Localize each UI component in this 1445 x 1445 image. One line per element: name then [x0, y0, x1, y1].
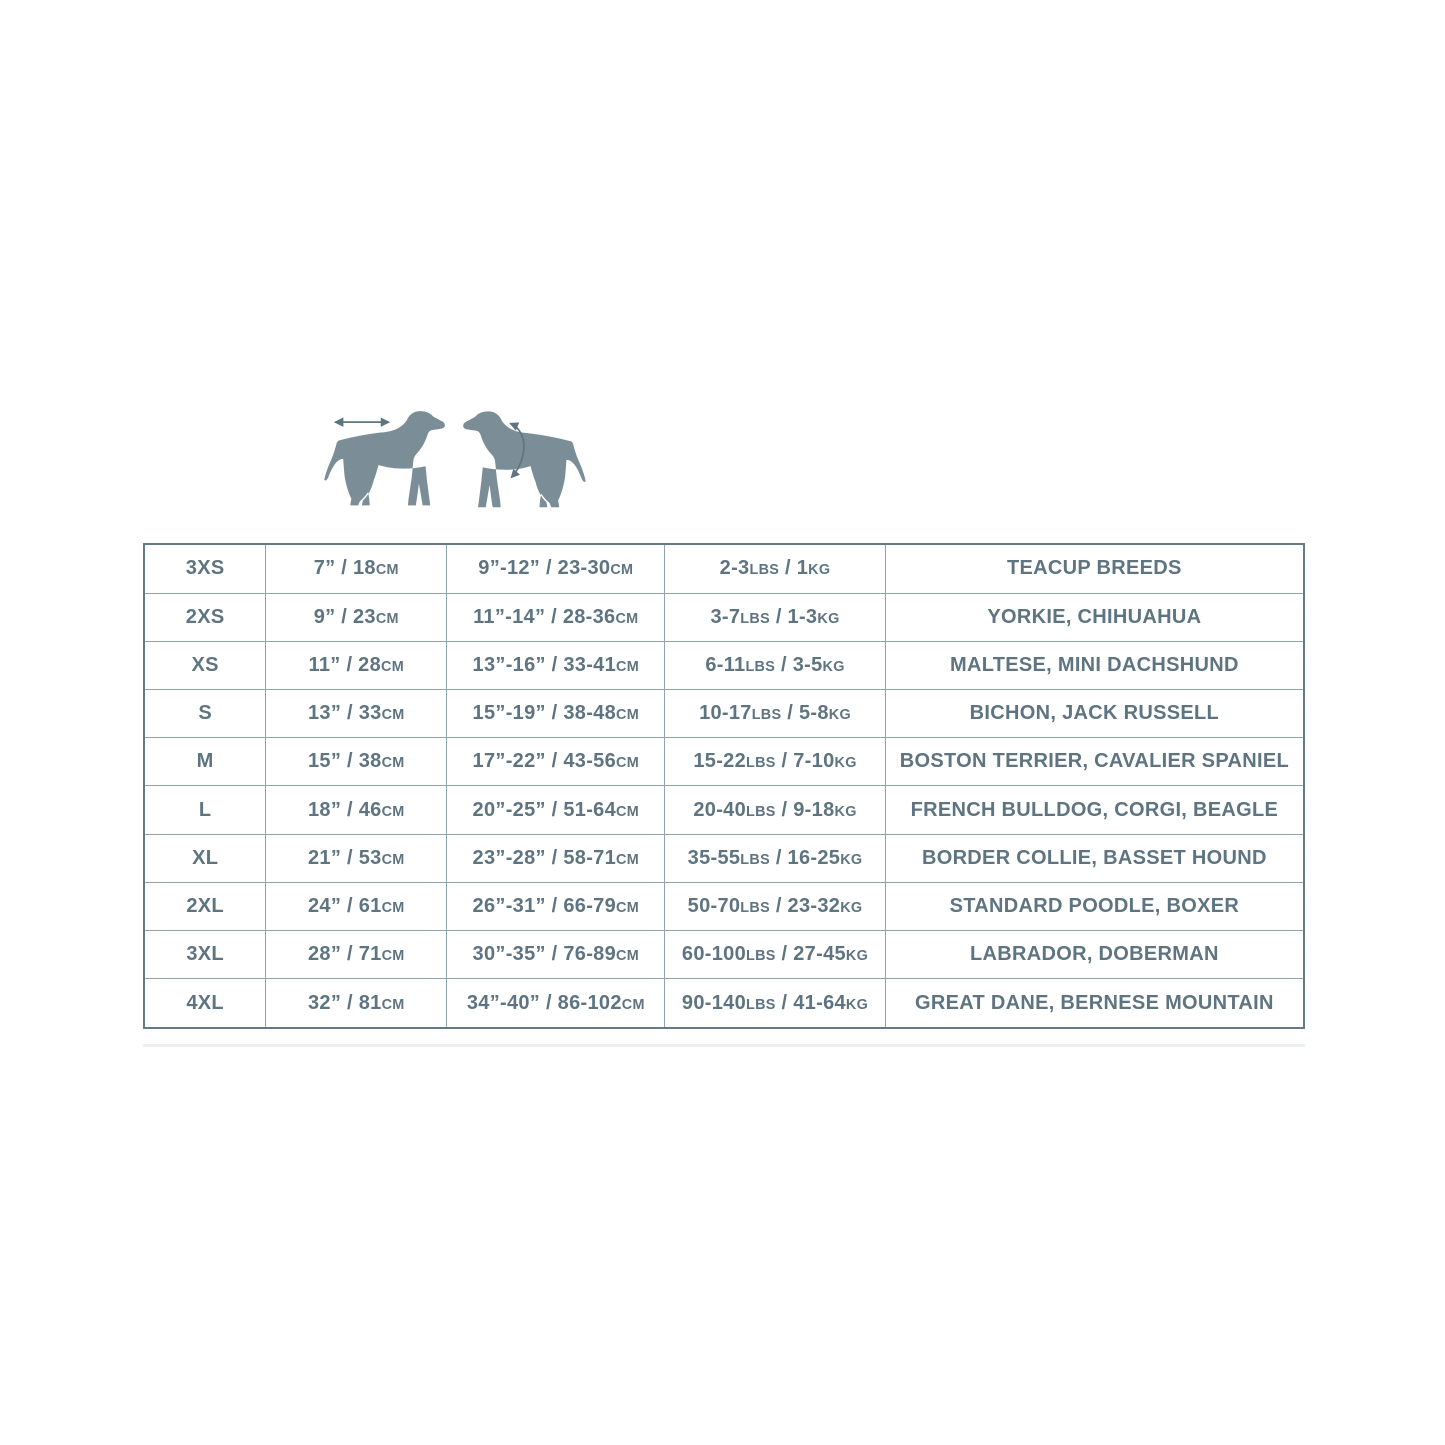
dog-body — [463, 411, 586, 507]
table-row — [144, 738, 1304, 786]
size-cell: 2XL — [144, 882, 266, 930]
back-length-cell: 15” / 38CM — [266, 738, 447, 786]
breeds-cell: STANDARD POODLE, BOXER — [885, 882, 1304, 930]
table-row — [144, 786, 1304, 834]
size-cell: L — [144, 786, 266, 834]
dog-silhouette-back-length-icon — [322, 404, 446, 509]
dog-silhouette-chest-girth-icon — [462, 404, 588, 511]
chest-girth-cell: 17”-22” / 43-56CM — [447, 738, 665, 786]
chest-girth-cell: 30”-35” / 76-89CM — [447, 931, 665, 979]
breeds-cell: MALTESE, MINI DACHSHUND — [885, 641, 1304, 689]
table-row — [144, 690, 1304, 738]
weight-cell: 3-7LBS / 1-3KG — [665, 593, 885, 641]
table-row — [144, 544, 1304, 593]
breeds-cell: BICHON, JACK RUSSELL — [885, 690, 1304, 738]
weight-cell: 50-70LBS / 23-32KG — [665, 882, 885, 930]
chest-girth-cell: 23”-28” / 58-71CM — [447, 834, 665, 882]
breeds-cell: FRENCH BULLDOG, CORGI, BEAGLE — [885, 786, 1304, 834]
breeds-cell: GREAT DANE, BERNESE MOUNTAIN — [885, 979, 1304, 1028]
size-cell: XS — [144, 641, 266, 689]
weight-cell: 90-140LBS / 41-64KG — [665, 979, 885, 1028]
breeds-cell: BORDER COLLIE, BASSET HOUND — [885, 834, 1304, 882]
size-cell: 3XS — [144, 544, 266, 593]
chest-girth-cell: 11”-14” / 28-36CM — [447, 593, 665, 641]
weight-cell: 20-40LBS / 9-18KG — [665, 786, 885, 834]
back-length-cell: 7” / 18CM — [266, 544, 447, 593]
table-row — [144, 882, 1304, 930]
weight-cell: 60-100LBS / 27-45KG — [665, 931, 885, 979]
chest-girth-cell: 13”-16” / 33-41CM — [447, 641, 665, 689]
dog-body — [324, 411, 445, 505]
size-cell: 3XL — [144, 931, 266, 979]
size-cell: S — [144, 690, 266, 738]
chest-girth-cell: 20”-25” / 51-64CM — [447, 786, 665, 834]
table-row — [144, 931, 1304, 979]
size-table-body — [144, 544, 1304, 1028]
breeds-cell: TEACUP BREEDS — [885, 544, 1304, 593]
weight-cell: 35-55LBS / 16-25KG — [665, 834, 885, 882]
back-length-cell: 21” / 53CM — [266, 834, 447, 882]
weight-cell: 15-22LBS / 7-10KG — [665, 738, 885, 786]
back-length-cell: 24” / 61CM — [266, 882, 447, 930]
table-shadow-line — [143, 1044, 1305, 1047]
weight-cell: 6-11LBS / 3-5KG — [665, 641, 885, 689]
chest-girth-cell: 26”-31” / 66-79CM — [447, 882, 665, 930]
size-table — [143, 543, 1305, 1029]
table-row — [144, 593, 1304, 641]
size-cell: M — [144, 738, 266, 786]
breeds-cell: YORKIE, CHIHUAHUA — [885, 593, 1304, 641]
breeds-cell: LABRADOR, DOBERMAN — [885, 931, 1304, 979]
back-length-cell: 9” / 23CM — [266, 593, 447, 641]
weight-cell: 10-17LBS / 5-8KG — [665, 690, 885, 738]
measurement-dogs-illustration — [322, 404, 602, 516]
weight-cell: 2-3LBS / 1KG — [665, 544, 885, 593]
back-length-cell: 32” / 81CM — [266, 979, 447, 1028]
size-cell: 2XS — [144, 593, 266, 641]
table-row — [144, 641, 1304, 689]
table-row — [144, 834, 1304, 882]
back-length-cell: 28” / 71CM — [266, 931, 447, 979]
back-length-cell: 11” / 28CM — [266, 641, 447, 689]
breeds-cell: BOSTON TERRIER, CAVALIER SPANIEL — [885, 738, 1304, 786]
size-cell: 4XL — [144, 979, 266, 1028]
back-length-cell: 18” / 46CM — [266, 786, 447, 834]
back-length-cell: 13” / 33CM — [266, 690, 447, 738]
size-cell: XL — [144, 834, 266, 882]
chest-girth-cell: 15”-19” / 38-48CM — [447, 690, 665, 738]
chest-girth-cell: 9”-12” / 23-30CM — [447, 544, 665, 593]
chest-girth-cell: 34”-40” / 86-102CM — [447, 979, 665, 1028]
table-row — [144, 979, 1304, 1028]
